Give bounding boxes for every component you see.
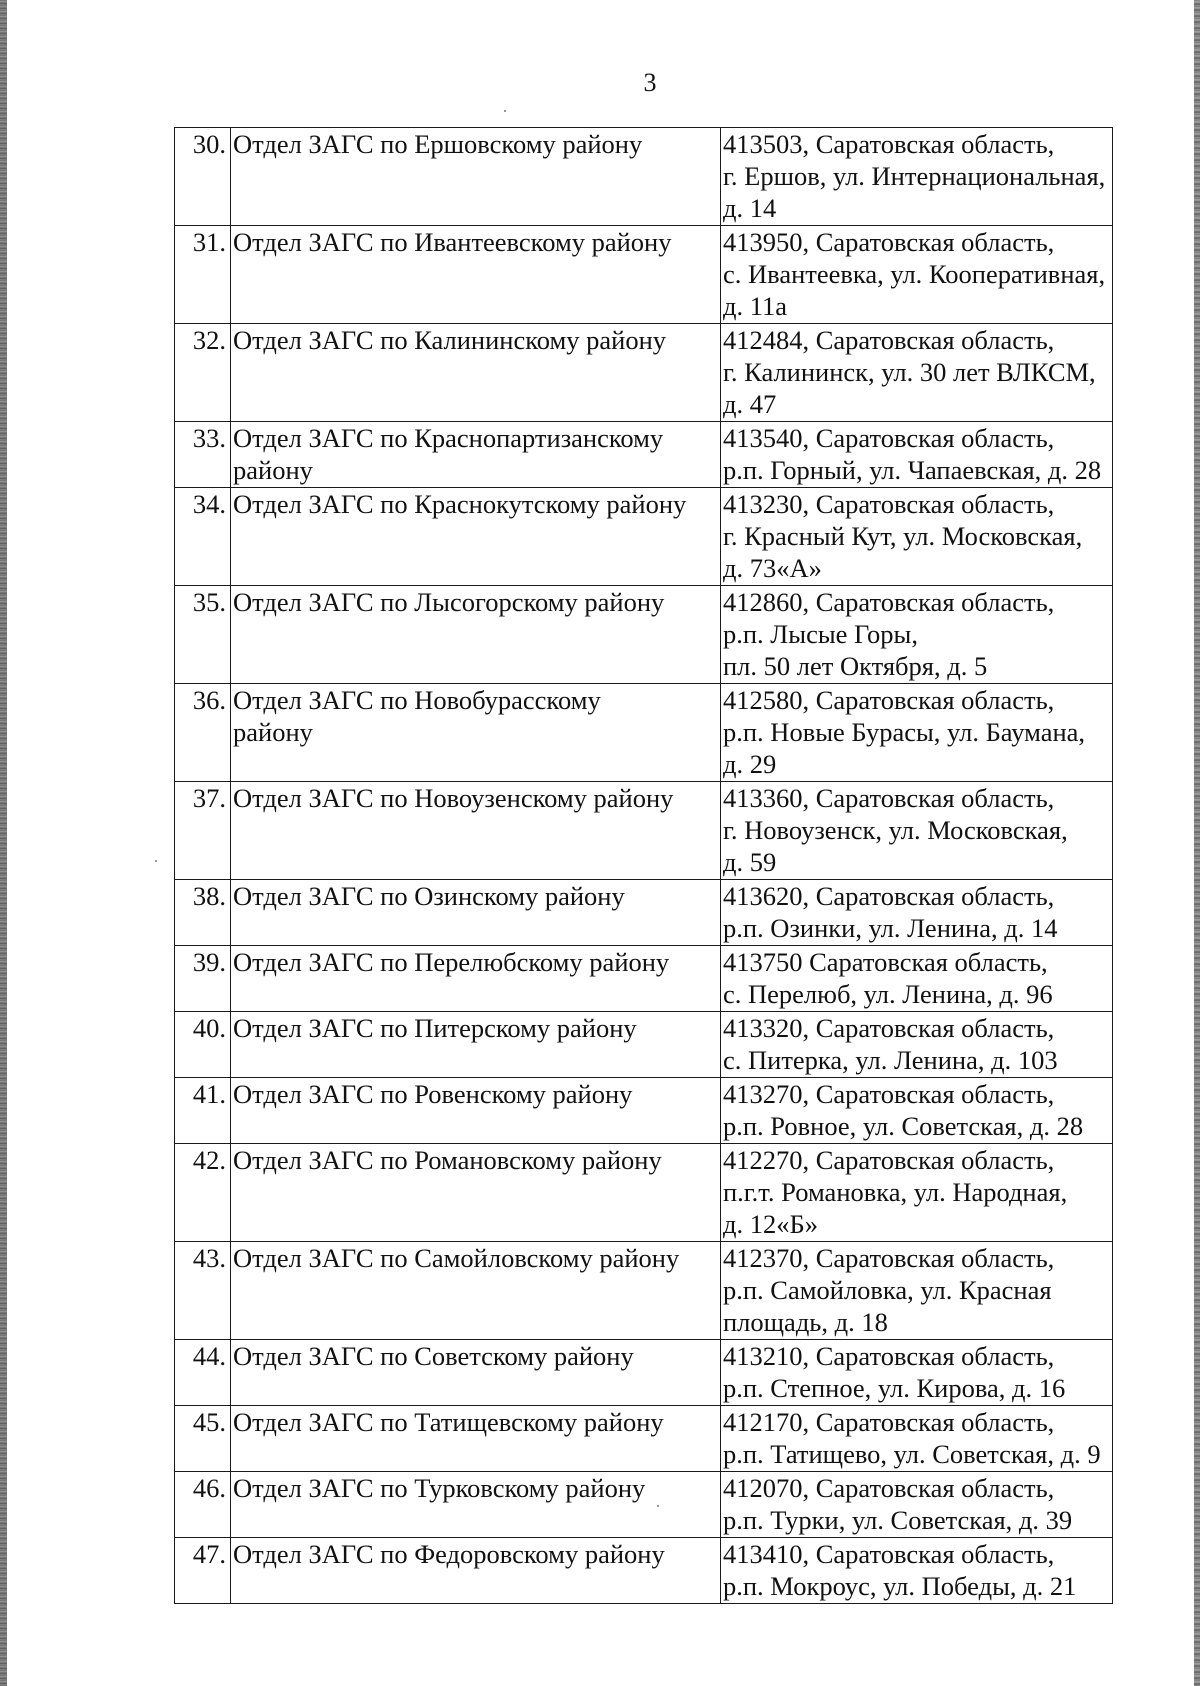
office-address-line: 412860, Саратовская область, <box>723 587 1055 617</box>
table-row <box>175 1144 1113 1242</box>
office-address-line: р.п. Степное, ул. Кирова, д. 16 <box>723 1373 1066 1403</box>
table-row <box>175 1340 1113 1406</box>
scan-speck <box>504 110 506 112</box>
row-number: 39. <box>175 946 231 1012</box>
office-name-cell <box>231 1242 721 1340</box>
row-number: 37. <box>175 782 231 880</box>
office-address-line: р.п. Мокроус, ул. Победы, д. 21 <box>723 1571 1077 1601</box>
office-name-cell <box>231 128 721 226</box>
office-address-cell <box>721 946 1113 1012</box>
office-address-cell <box>721 324 1113 422</box>
office-address-cell <box>721 1340 1113 1406</box>
table-row <box>175 422 1113 488</box>
row-number: 40. <box>175 1012 231 1078</box>
office-name-line: району <box>233 717 313 747</box>
office-name-cell <box>231 324 721 422</box>
office-name-line: району <box>233 455 313 485</box>
office-address-line: 412070, Саратовская область, <box>723 1473 1055 1503</box>
scan-edge-right <box>1194 0 1200 1686</box>
office-address-line: р.п. Лысые Горы, <box>723 619 918 649</box>
office-address-line: 412580, Саратовская область, <box>723 685 1055 715</box>
office-name-cell <box>231 880 721 946</box>
office-address-line: д. 14 <box>723 193 777 223</box>
table-row <box>175 1406 1113 1472</box>
office-name-line: Отдел ЗАГС по Озинскому району <box>233 881 625 911</box>
office-name-line: Отдел ЗАГС по Калининскому району <box>233 325 667 355</box>
office-name-line: Отдел ЗАГС по Федоровскому району <box>233 1539 665 1569</box>
office-address-line: 413950, Саратовская область, <box>723 227 1055 257</box>
office-address-line: 412270, Саратовская область, <box>723 1145 1055 1175</box>
office-name-line: Отдел ЗАГС по Новобурасскому <box>233 685 601 715</box>
office-name-line: Отдел ЗАГС по Ершовскому району <box>233 129 643 159</box>
office-address-line: д. 12«Б» <box>723 1209 818 1239</box>
office-address-line: п.г.т. Романовка, ул. Народная, <box>723 1177 1068 1207</box>
office-address-line: 412170, Саратовская область, <box>723 1407 1055 1437</box>
office-address-line: р.п. Турки, ул. Советская, д. 39 <box>723 1505 1073 1535</box>
table-row <box>175 684 1113 782</box>
office-address-line: д. 73«А» <box>723 553 822 583</box>
office-name-line: Отдел ЗАГС по Краснокутскому району <box>233 489 687 519</box>
office-name-line: Отдел ЗАГС по Турковскому району <box>233 1473 646 1503</box>
office-address-cell <box>721 1472 1113 1538</box>
office-address-line: 413270, Саратовская область, <box>723 1079 1055 1109</box>
office-address-cell <box>721 586 1113 684</box>
row-number: 33. <box>175 422 231 488</box>
office-name-line: Отдел ЗАГС по Самойловскому району <box>233 1243 680 1273</box>
office-name-line: Отдел ЗАГС по Питерскому району <box>233 1013 637 1043</box>
office-address-line: 413540, Саратовская область, <box>723 423 1055 453</box>
office-address-cell <box>721 488 1113 586</box>
office-name-line: Отдел ЗАГС по Лысогорскому району <box>233 587 665 617</box>
office-name-line: Отдел ЗАГС по Новоузенскому району <box>233 783 674 813</box>
office-name-line: Отдел ЗАГС по Ровенскому району <box>233 1079 633 1109</box>
office-address-line: 413360, Саратовская область, <box>723 783 1055 813</box>
office-address-cell <box>721 782 1113 880</box>
table-row <box>175 586 1113 684</box>
office-address-cell <box>721 1078 1113 1144</box>
office-name-cell <box>231 1012 721 1078</box>
table-row <box>175 1078 1113 1144</box>
table-row <box>175 324 1113 422</box>
office-address-cell <box>721 1242 1113 1340</box>
office-address-line: г. Красный Кут, ул. Московская, <box>723 521 1083 551</box>
office-address-line: р.п. Ровное, ул. Советская, д. 28 <box>723 1111 1084 1141</box>
office-name-line: Отдел ЗАГС по Ивантеевскому району <box>233 227 672 257</box>
office-address-line: с. Питерка, ул. Ленина, д. 103 <box>723 1045 1058 1075</box>
table-row <box>175 226 1113 324</box>
table-row <box>175 880 1113 946</box>
office-address-line: г. Ершов, ул. Интернациональная, <box>723 161 1106 191</box>
office-name-cell <box>231 1406 721 1472</box>
office-name-cell <box>231 1340 721 1406</box>
office-name-cell <box>231 422 721 488</box>
office-address-line: 412484, Саратовская область, <box>723 325 1055 355</box>
office-name-cell <box>231 586 721 684</box>
office-address-line: р.п. Горный, ул. Чапаевская, д. 28 <box>723 455 1102 485</box>
office-address-line: 413620, Саратовская область, <box>723 881 1055 911</box>
office-name-line: Отдел ЗАГС по Татищевскому району <box>233 1407 664 1437</box>
office-address-line: пл. 50 лет Октября, д. 5 <box>723 651 988 681</box>
table-row <box>175 946 1113 1012</box>
office-address-line: р.п. Новые Бурасы, ул. Баумана, <box>723 717 1086 747</box>
office-address-cell <box>721 1538 1113 1604</box>
office-address-cell <box>721 422 1113 488</box>
office-address-line: 413503, Саратовская область, <box>723 129 1055 159</box>
table-row <box>175 488 1113 586</box>
office-name-cell <box>231 782 721 880</box>
office-address-line: с. Ивантеевка, ул. Кооперативная, <box>723 259 1106 289</box>
row-number: 46. <box>175 1472 231 1538</box>
registry-table <box>174 127 1113 1604</box>
row-number: 47. <box>175 1538 231 1604</box>
table-row <box>175 1242 1113 1340</box>
office-address-line: р.п. Самойловка, ул. Красная <box>723 1275 1052 1305</box>
office-address-line: 413230, Саратовская область, <box>723 489 1055 519</box>
office-address-cell <box>721 128 1113 226</box>
office-name-cell <box>231 684 721 782</box>
office-address-cell <box>721 1144 1113 1242</box>
office-name-line: Отдел ЗАГС по Краснопартизанскому <box>233 423 664 453</box>
row-number: 32. <box>175 324 231 422</box>
office-address-cell <box>721 880 1113 946</box>
row-number: 35. <box>175 586 231 684</box>
office-address-line: д. 47 <box>723 389 777 419</box>
office-address-line: 412370, Саратовская область, <box>723 1243 1055 1273</box>
table-row <box>175 128 1113 226</box>
registry-table-body <box>175 128 1113 1604</box>
office-address-line: г. Калининск, ул. 30 лет ВЛКСМ, <box>723 357 1096 387</box>
office-name-cell <box>231 1538 721 1604</box>
office-name-cell <box>231 946 721 1012</box>
office-name-line: Отдел ЗАГС по Романовскому району <box>233 1145 662 1175</box>
office-address-line: 413410, Саратовская область, <box>723 1539 1055 1569</box>
office-address-line: р.п. Озинки, ул. Ленина, д. 14 <box>723 913 1058 943</box>
office-address-line: 413320, Саратовская область, <box>723 1013 1055 1043</box>
row-number: 43. <box>175 1242 231 1340</box>
row-number: 42. <box>175 1144 231 1242</box>
office-name-cell <box>231 488 721 586</box>
office-address-line: г. Новоузенск, ул. Московская, <box>723 815 1068 845</box>
office-address-line: д. 29 <box>723 749 777 779</box>
office-address-cell <box>721 684 1113 782</box>
table-row <box>175 1538 1113 1604</box>
office-address-cell <box>721 1406 1113 1472</box>
row-number: 36. <box>175 684 231 782</box>
scan-speck <box>155 860 157 862</box>
table-row <box>175 1472 1113 1538</box>
office-address-cell <box>721 1012 1113 1078</box>
office-address-line: 413210, Саратовская область, <box>723 1341 1055 1371</box>
office-address-cell <box>721 226 1113 324</box>
office-name-cell <box>231 1472 721 1538</box>
office-address-line: с. Перелюб, ул. Ленина, д. 96 <box>723 979 1053 1009</box>
office-address-line: 413750 Саратовская область, <box>723 947 1048 977</box>
row-number: 41. <box>175 1078 231 1144</box>
office-name-line: Отдел ЗАГС по Перелюбскому району <box>233 947 670 977</box>
scan-edge-left <box>0 0 7 1686</box>
row-number: 34. <box>175 488 231 586</box>
row-number: 30. <box>175 128 231 226</box>
table-row <box>175 1012 1113 1078</box>
office-name-line: Отдел ЗАГС по Советскому району <box>233 1341 634 1371</box>
row-number: 44. <box>175 1340 231 1406</box>
row-number: 31. <box>175 226 231 324</box>
office-name-cell <box>231 1144 721 1242</box>
row-number: 38. <box>175 880 231 946</box>
table-row <box>175 782 1113 880</box>
office-address-line: д. 11а <box>723 291 788 321</box>
office-address-line: д. 59 <box>723 847 777 877</box>
office-name-cell <box>231 1078 721 1144</box>
office-address-line: площадь, д. 18 <box>723 1307 888 1337</box>
row-number: 45. <box>175 1406 231 1472</box>
page-number: 3 <box>643 68 657 97</box>
office-address-line: р.п. Татищево, ул. Советская, д. 9 <box>723 1439 1101 1469</box>
office-name-cell <box>231 226 721 324</box>
